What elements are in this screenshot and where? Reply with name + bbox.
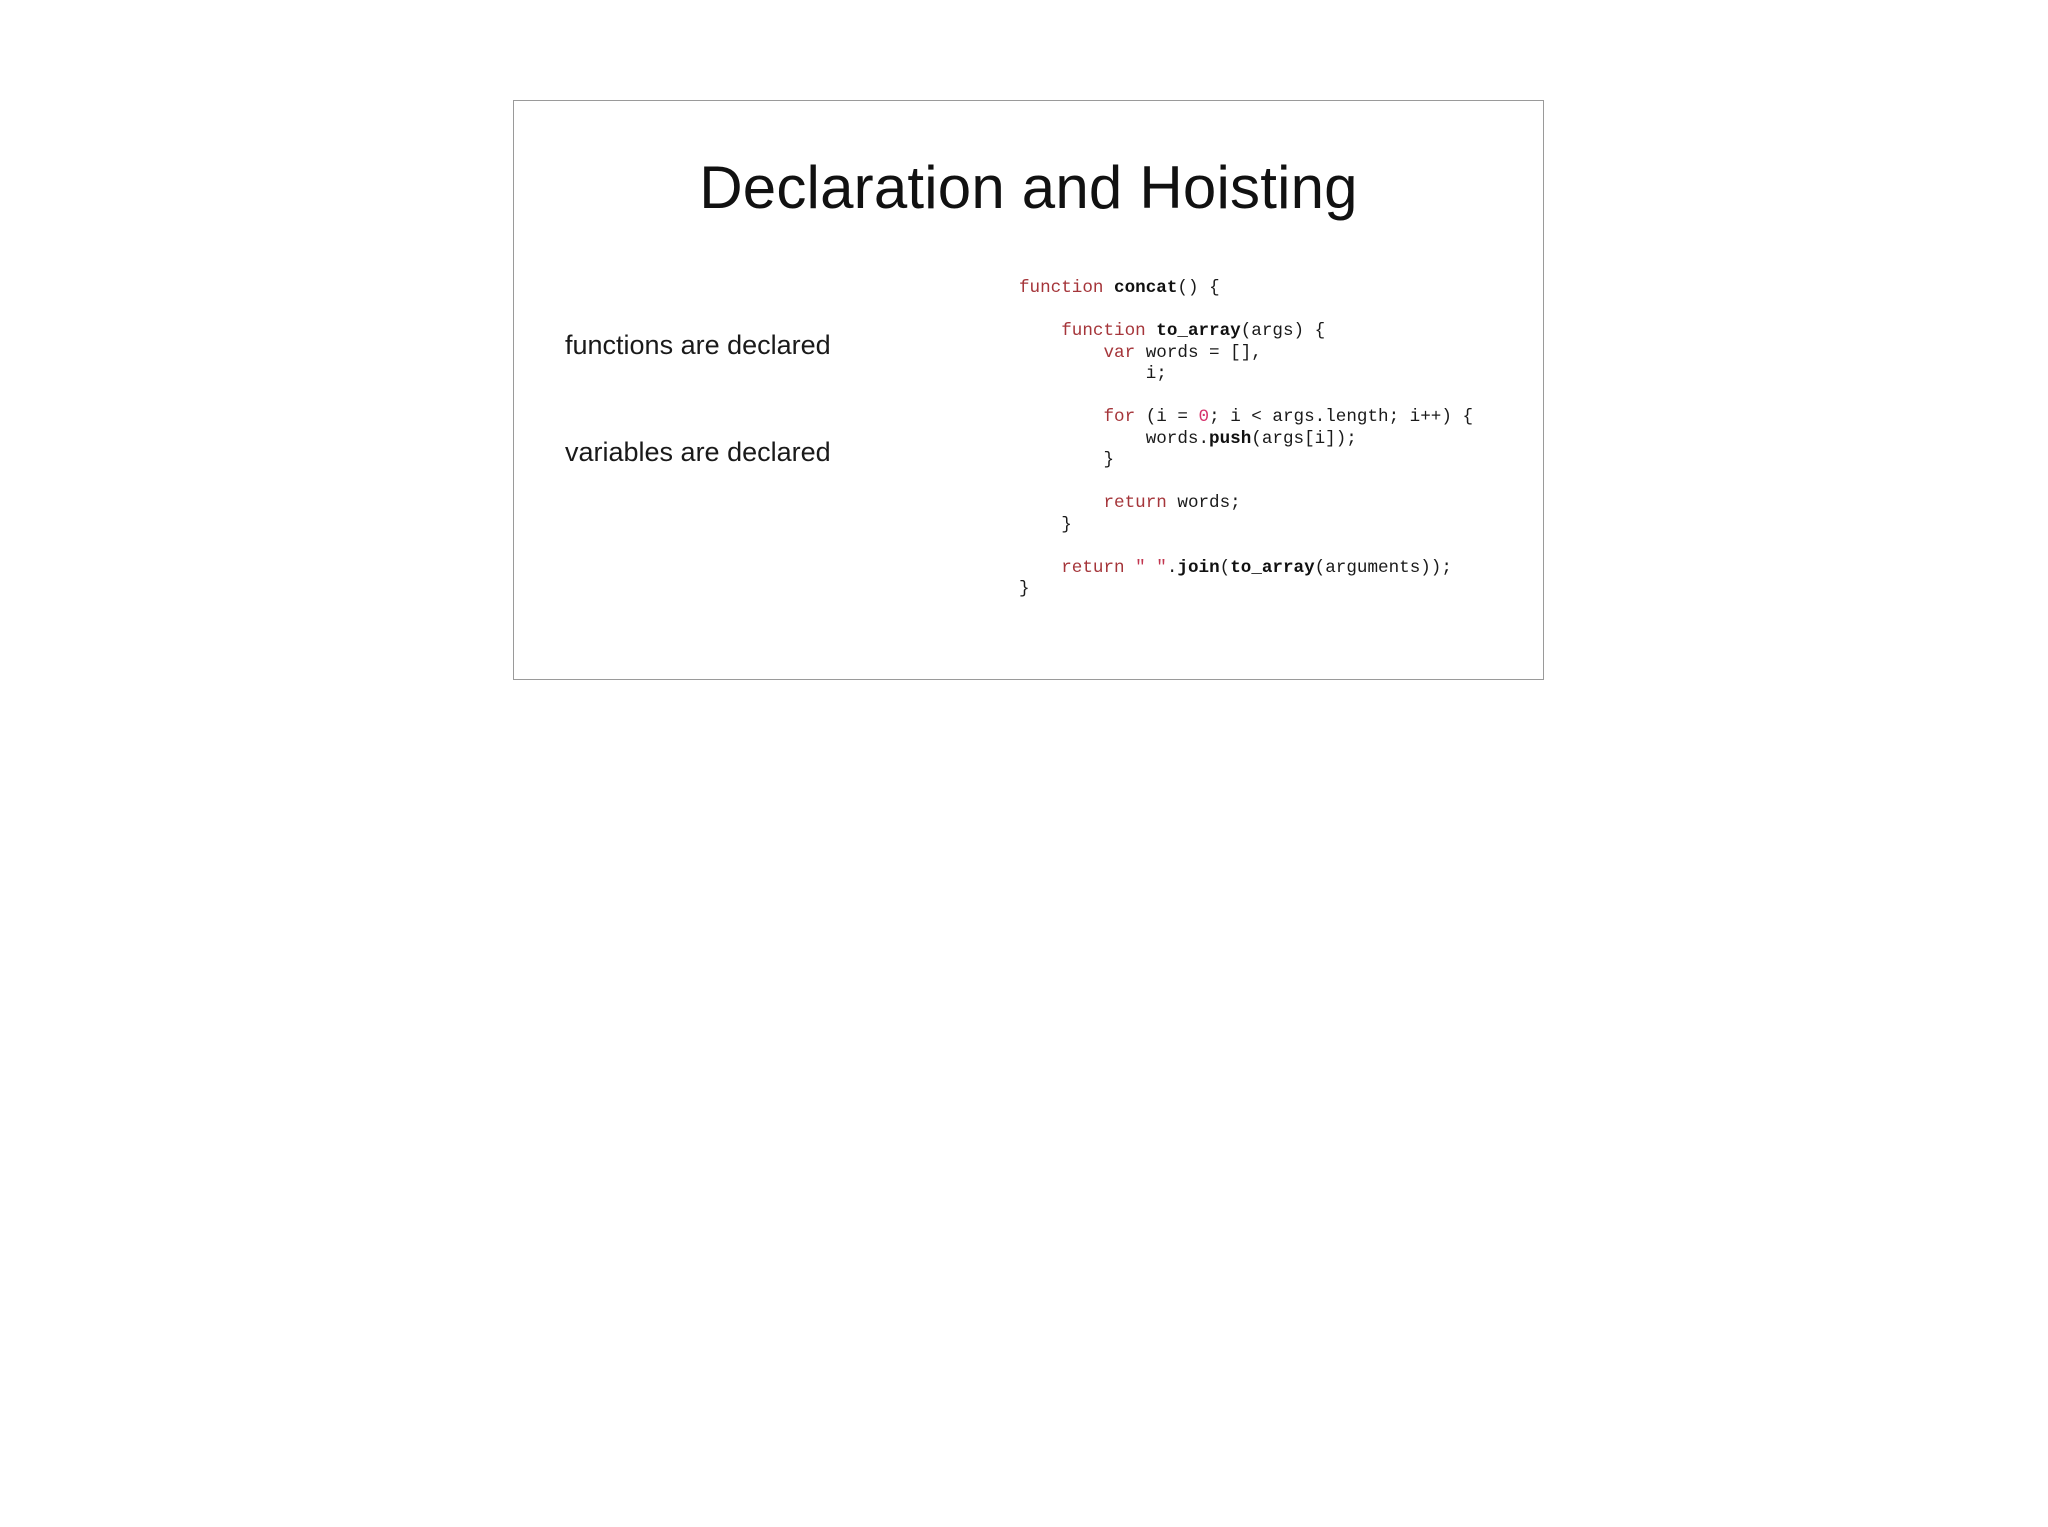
code-token: " " (1135, 557, 1167, 578)
code-token: (arguments)); (1314, 557, 1452, 578)
code-token: ( (1219, 557, 1231, 578)
code-token: return (1103, 493, 1167, 513)
slide (513, 100, 1544, 680)
code-token (1103, 278, 1114, 298)
code-token: for (1103, 407, 1136, 427)
code-line (1019, 278, 1473, 300)
code-line (1019, 579, 1473, 601)
code-token: } (1019, 450, 1115, 470)
code-token: (args[i]); (1251, 428, 1357, 449)
code-token: return (1061, 557, 1125, 578)
code-line (1019, 364, 1473, 386)
code-token: } (1019, 579, 1030, 599)
code-token (1146, 321, 1157, 341)
code-line (1019, 407, 1473, 429)
code-line (1019, 558, 1473, 580)
code-line (1019, 472, 1473, 494)
code-line (1019, 386, 1473, 408)
code-token: } (1019, 514, 1072, 535)
code-line (1019, 493, 1473, 515)
code-token: 0 (1198, 407, 1210, 427)
code-token: join (1177, 557, 1220, 578)
code-token (1019, 407, 1103, 427)
code-line (1019, 515, 1473, 537)
code-token: words. (1019, 428, 1210, 449)
code-token: (i = (1135, 407, 1199, 427)
code-token: function (1061, 321, 1146, 341)
code-token: function (1019, 278, 1104, 298)
code-token (1019, 343, 1103, 363)
bullet-variables-declared: variables are declared (565, 437, 831, 467)
code-token (1019, 493, 1103, 513)
code-token: to_array (1230, 557, 1315, 578)
code-token: () { (1177, 278, 1220, 298)
code-token: concat (1114, 278, 1178, 298)
code-line (1019, 343, 1473, 365)
code-token (1019, 558, 1061, 578)
code-token: var (1103, 342, 1136, 363)
code-line (1019, 536, 1473, 558)
slide-title: Declaration and Hoisting (699, 154, 1358, 221)
code-block (1019, 278, 1473, 601)
code-line (1019, 429, 1473, 451)
bullet-functions-declared: functions are declared (565, 330, 831, 360)
code-token (1019, 321, 1061, 341)
code-token: . (1166, 557, 1178, 578)
code-token: ; i < args.length; i++) { (1209, 407, 1474, 427)
code-token: push (1209, 428, 1252, 449)
code-token: words = [], (1135, 342, 1262, 363)
code-line (1019, 450, 1473, 472)
code-token: (args) { (1240, 321, 1326, 341)
code-token: words; (1166, 493, 1241, 513)
code-line (1019, 300, 1473, 322)
code-token (1125, 558, 1136, 578)
code-line (1019, 321, 1473, 343)
code-token: i; (1019, 364, 1167, 384)
code-token: to_array (1156, 321, 1241, 341)
